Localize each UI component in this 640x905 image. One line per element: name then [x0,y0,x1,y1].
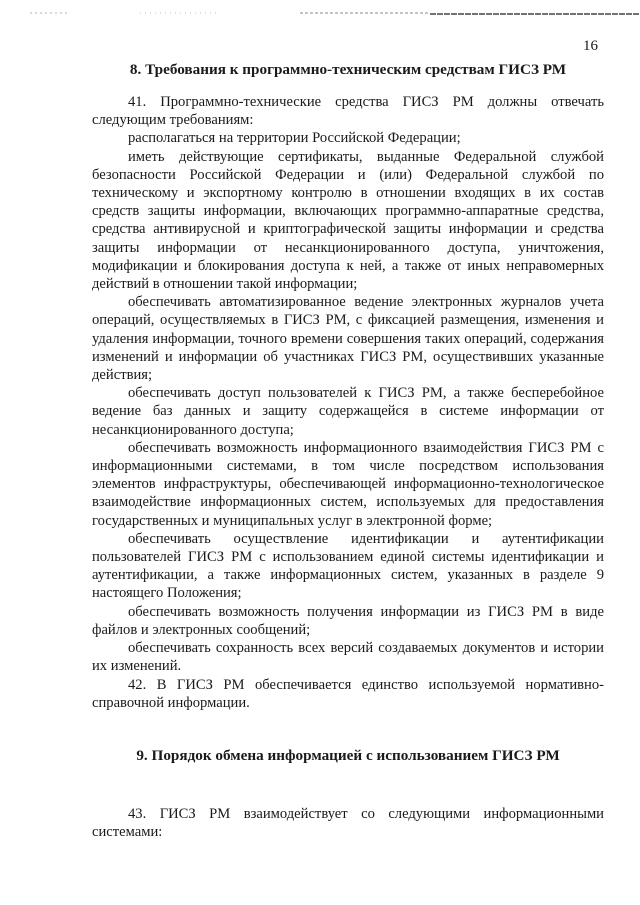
paragraph: 41. Программно-технические средства ГИСЗ РМ должны отвечать следующим требованиям: [92,94,604,129]
section-9-heading: 9. Порядок обмена информацией с использованием ГИСЗ РМ [136,746,560,764]
paragraph: обеспечивать автоматизированное ведение электронных журналов учета операций, осуществляемых в ГИСЗ РМ, с фиксацией размещения, изменения и удаления информации, точного времени совершения таких операций, содержания изменений и информации об участниках ГИСЗ РМ, осуществивших указанные действия; [92,294,604,384]
page-number: 16 [583,38,598,54]
document-body [92,60,604,841]
paragraph: обеспечивать возможность информационного взаимодействия ГИСЗ РМ с информационными системами, в том числе посредством использования элементов инфраструктуры, обеспечивающей информационно-технологическое взаимодействие информационных систем, используемых для предоставления государственных и муниципальных услуг в электронной форме; [92,439,604,529]
scan-edge-artifact [0,6,640,20]
paragraph: 43. ГИСЗ РМ взаимодействует со следующими информационными системами: [92,805,604,841]
paragraph: обеспечивать доступ пользователей к ГИСЗ РМ, а также бесперебойное ведение баз данных и защиту содержащейся в системе информации от несанкционированного доступа; [92,385,604,438]
section-8-heading: 8. Требования к программно-техническим средствам ГИСЗ РМ [129,61,567,78]
paragraph: обеспечивать сохранность всех версий создаваемых документов и истории их изменений. [92,640,604,675]
paragraph: располагаться на территории Российской Федерации; [128,130,461,147]
paragraph: обеспечивать возможность получения информации из ГИСЗ РМ в виде файлов и электронных сообщений; [92,603,604,638]
paragraph: иметь действующие сертификаты, выданные Федеральной службой безопасности Российской Федерации и (или) Федеральной службой по техническому и экспортному контролю в отношении входящих в их состав средств защиты информации, включающих программно-аппаратные средства, средства антивирусной и криптографической защиты информации и средства защиты информации от несанкционированного доступа, уничтожения, модификации и блокирования доступа к ней, а также от иных неправомерных действий в отношении такой информации; [92,148,604,293]
paragraph: обеспечивать осуществление идентификации и аутентификации пользователей ГИСЗ РМ с использованием единой системы идентификации и аутентификации, а также информационных систем, указанных в разделе 9 настоящего Положения; [92,530,604,602]
paragraph: 42. В ГИСЗ РМ обеспечивается единство используемой нормативно-справочной информации. [92,676,604,711]
